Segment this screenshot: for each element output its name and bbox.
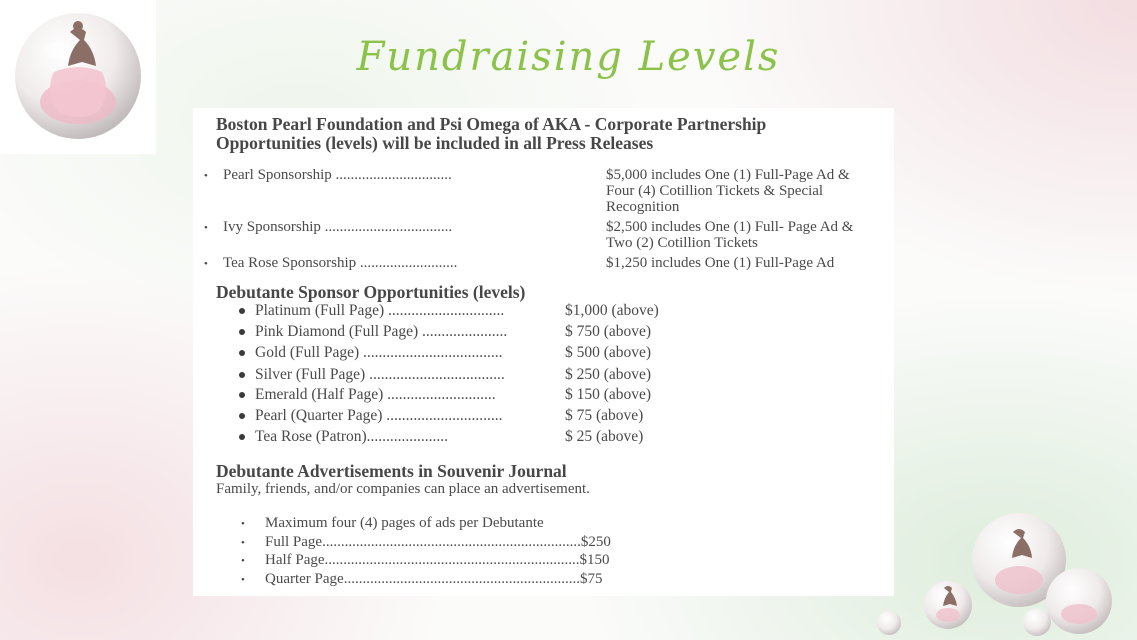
ad-item-max: Maximum four (4) pages of ads per Debutante: [265, 515, 544, 531]
bullet-icon: [239, 372, 245, 378]
ad-item-half-page: Half Page....................................................................$150: [265, 552, 610, 568]
corporate-pearl-desc-3: Recognition: [606, 199, 680, 215]
heading-line-1: Boston Pearl Foundation and Psi Omega of AKA - Corporate Partnership: [216, 114, 767, 134]
level-gold-name: Gold (Full Page) ....................................: [255, 344, 503, 361]
bullet-icon: •: [241, 537, 245, 549]
bullet-icon: •: [204, 258, 208, 270]
level-tea-rose-name: Tea Rose (Patron).....................: [255, 428, 449, 445]
level-gold-price: $ 500 (above): [565, 344, 652, 361]
corporate-tearose-desc-1: $1,250 includes One (1) Full-Page Ad: [606, 255, 835, 271]
pearls-decoration-icon: [872, 512, 1134, 638]
bullet-icon: •: [241, 555, 245, 567]
level-emerald-price: $ 150 (above): [565, 386, 652, 403]
bullet-icon: [239, 329, 245, 335]
level-platinum-name: Platinum (Full Page) ..............................: [255, 302, 505, 319]
corporate-ivy-name: Ivy Sponsorship ..................................: [223, 219, 453, 235]
ad-item-quarter-page: Quarter Page...............................................................$75: [265, 571, 603, 587]
level-silver-price: $ 250 (above): [565, 366, 652, 383]
bullet-icon: •: [204, 222, 208, 234]
advertisements-heading: Debutante Advertisements in Souvenir Journal: [216, 461, 567, 481]
level-pearl-name: Pearl (Quarter Page) ..............................: [255, 407, 503, 424]
bullet-icon: •: [241, 518, 245, 530]
bullet-icon: [239, 308, 245, 314]
corporate-pearl-desc-1: $5,000 includes One (1) Full-Page Ad &: [606, 167, 850, 183]
bullet-icon: [239, 413, 245, 419]
ad-item-full-page: Full Page.....................................................................$250: [265, 534, 611, 550]
corporate-pearl-desc-2: Four (4) Cotillion Tickets & Special: [606, 183, 824, 199]
bullet-icon: [239, 392, 245, 398]
bullet-icon: •: [241, 574, 245, 586]
bullet-icon: [239, 350, 245, 356]
corporate-tearose-name: Tea Rose Sponsorship ..........................: [223, 255, 458, 271]
level-tea-rose-price: $ 25 (above): [565, 428, 644, 445]
level-platinum-price: $1,000 (above): [565, 302, 659, 319]
corporate-ivy-desc-1: $2,500 includes One (1) Full- Page Ad &: [606, 219, 854, 235]
bullet-icon: •: [204, 170, 208, 182]
level-pink-diamond-name: Pink Diamond (Full Page) ......................: [255, 323, 508, 340]
corporate-pearl-name: Pearl Sponsorship ...............................: [223, 167, 452, 183]
level-pink-diamond-price: $ 750 (above): [565, 323, 652, 340]
level-pearl-price: $ 75 (above): [565, 407, 644, 424]
level-emerald-name: Emerald (Half Page) ............................: [255, 386, 496, 403]
corporate-ivy-desc-2: Two (2) Cotillion Tickets: [606, 235, 758, 251]
level-silver-name: Silver (Full Page) ...................................: [255, 366, 505, 383]
page-title: Fundraising Levels: [356, 34, 781, 80]
bullet-icon: [239, 434, 245, 440]
debutante-sponsor-heading: Debutante Sponsor Opportunities (levels): [216, 282, 526, 302]
heading-line-2: Opportunities (levels) will be included in all Press Releases: [216, 133, 654, 153]
advertisements-subtext: Family, friends, and/or companies can place an advertisement.: [216, 481, 590, 497]
